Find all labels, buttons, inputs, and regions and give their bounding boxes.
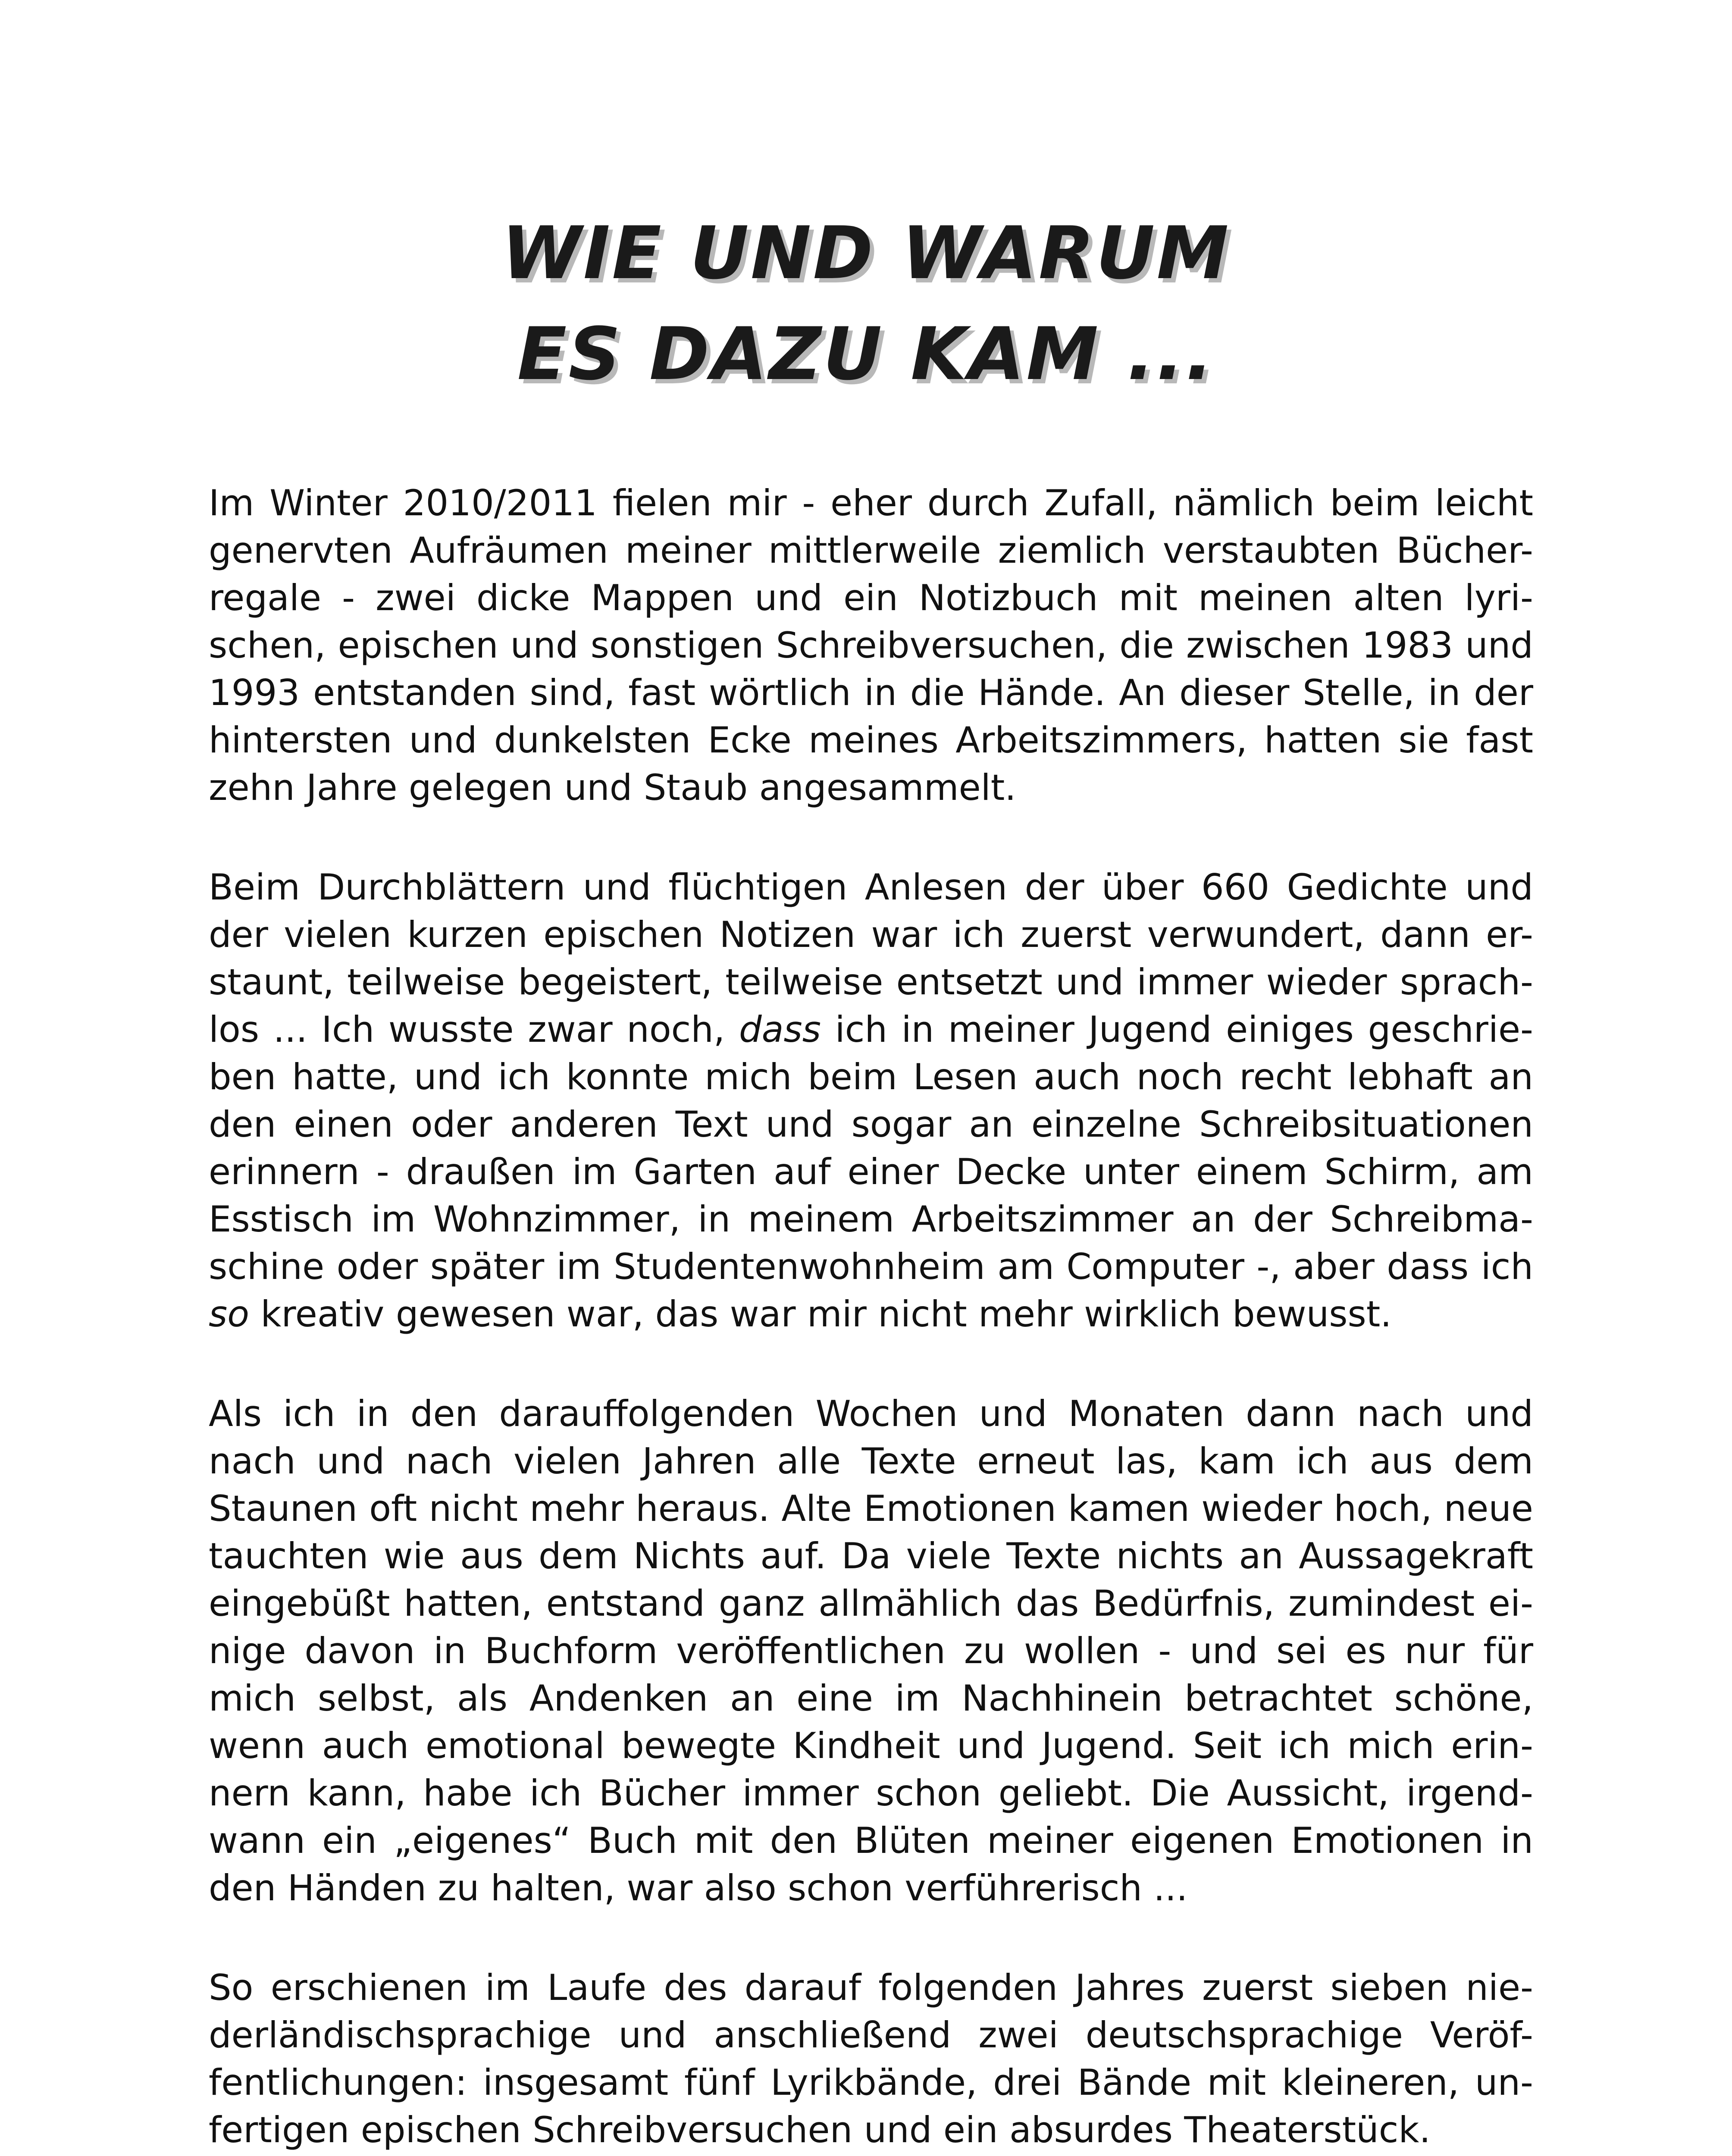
text-line-with-emphasis <box>209 1291 1533 1338</box>
paragraph-2 <box>209 864 1533 1338</box>
title-line-2: ES DAZU KAM ... <box>517 312 1215 396</box>
title-line-1: WIE UND WARUM <box>501 211 1231 295</box>
text-line: Staunen oft nicht mehr heraus. Alte Emotionen kamen wieder hoch, neue <box>209 1488 1533 1529</box>
text-line: nach und nach vielen Jahren alle Texte erneut las, kam ich aus dem <box>209 1440 1533 1482</box>
body-text <box>209 479 1533 2156</box>
paragraph-1 <box>209 479 1533 812</box>
text-line: den einen oder anderen Text und sogar an einzelne Schreibsituationen <box>209 1103 1533 1145</box>
emphasized-word: dass <box>739 1009 821 1050</box>
text-line: zehn Jahre gelegen und Staub angesammelt. <box>209 767 1016 808</box>
text-line: genervten Aufräumen meiner mittlerweile ziemlich verstaubten Bücher- <box>209 530 1533 571</box>
text-line: der vielen kurzen epischen Notizen war ich zuerst verwundert, dann er- <box>209 914 1533 956</box>
text-segment: los ... Ich wusste zwar noch, <box>209 1009 739 1050</box>
text-line: mich selbst, als Andenken an eine im Nachhinein betrachtet schöne, <box>209 1677 1533 1719</box>
text-line: staunt, teilweise begeistert, teilweise entsetzt und immer wieder sprach- <box>209 961 1533 1003</box>
text-line-with-emphasis <box>209 1006 1533 1053</box>
text-line: erinnern - draußen im Garten auf einer Decke unter einem Schirm, am <box>209 1151 1533 1193</box>
text-line: wann ein „eigenes“ Buch mit den Blüten meiner eigenen Emotionen in <box>209 1820 1533 1861</box>
text-line: wenn auch emotional bewegte Kindheit und Jugend. Seit ich mich erin- <box>209 1725 1533 1767</box>
text-line: hintersten und dunkelsten Ecke meines Arbeitszimmers, hatten sie fast <box>209 719 1533 761</box>
text-line: eingebüßt hatten, entstand ganz allmählich das Bedürfnis, zumindest ei- <box>209 1583 1533 1624</box>
text-line: Im Winter 2010/2011 fielen mir - eher durch Zufall, nämlich beim leicht <box>209 482 1533 524</box>
text-line: 1993 entstanden sind, fast wörtlich in die Hände. An dieser Stelle, in der <box>209 672 1533 714</box>
text-line: So erschienen im Laufe des darauf folgenden Jahres zuerst sieben nie- <box>209 1967 1533 2009</box>
text-line: Esstisch im Wohnzimmer, in meinem Arbeitszimmer an der Schreibma- <box>209 1198 1533 1240</box>
text-line: den Händen zu halten, war also schon verführerisch ... <box>209 1867 1188 1909</box>
text-segment: ich in meiner Jugend einiges geschrie- <box>821 1009 1533 1050</box>
paragraph-4 <box>209 1964 1533 2154</box>
text-line: fertigen epischen Schreibversuchen und ein absurdes Theaterstück. <box>209 2109 1431 2151</box>
text-line: schen, epischen und sonstigen Schreibversuchen, die zwischen 1983 und <box>209 624 1533 666</box>
text-segment: kreativ gewesen war, das war mir nicht mehr wirklich bewusst. <box>249 1293 1392 1335</box>
page-title <box>0 203 1732 404</box>
text-line: schine oder später im Studentenwohnheim am Computer -, aber dass ich <box>209 1246 1533 1288</box>
text-line: nige davon in Buchform veröffentlichen zu wollen - und sei es nur für <box>209 1630 1533 1672</box>
text-line: Beim Durchblättern und flüchtigen Anlesen der über 660 Gedichte und <box>209 866 1533 908</box>
paragraph-3 <box>209 1390 1533 1912</box>
text-line: fentlichungen: insgesamt fünf Lyrikbände, drei Bände mit kleineren, un- <box>209 2062 1533 2103</box>
text-line: tauchten wie aus dem Nichts auf. Da viele Texte nichts an Aussagekraft <box>209 1535 1533 1577</box>
text-line: regale - zwei dicke Mappen und ein Notizbuch mit meinen alten lyri- <box>209 577 1533 619</box>
text-line: ben hatte, und ich konnte mich beim Lesen auch noch recht lebhaft an <box>209 1056 1533 1098</box>
text-line: nern kann, habe ich Bücher immer schon geliebt. Die Aussicht, irgend- <box>209 1772 1533 1814</box>
text-line: Als ich in den darauffolgenden Wochen und Monaten dann nach und <box>209 1393 1533 1435</box>
text-line: derländischsprachige und anschließend zwei deutschsprachige Veröf- <box>209 2014 1533 2056</box>
emphasized-word: so <box>209 1293 250 1335</box>
